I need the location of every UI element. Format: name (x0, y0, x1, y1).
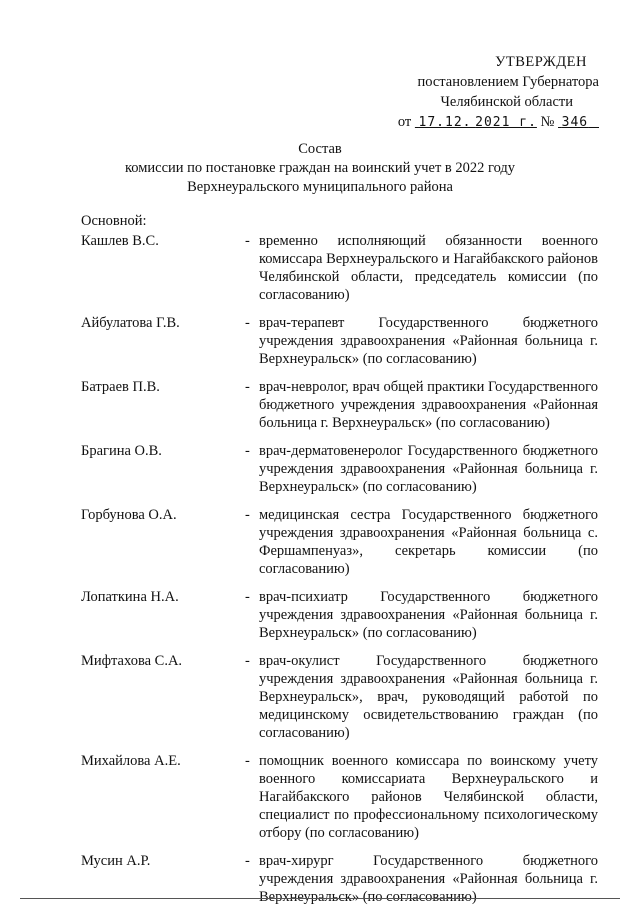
member-name: Айбулатова Г.В. (81, 315, 180, 331)
member-role: врач-психиатр Государственного бюджетного учреждения здравоохранения «Районная больница г. Верхнеуральск» (по согласованию) (259, 589, 598, 641)
member-name: Кашлев В.С. (81, 233, 159, 249)
member-row (81, 588, 598, 642)
number-prefix: № (540, 114, 555, 130)
member-dash: - (245, 379, 250, 395)
approval-line-2: Челябинской области (440, 94, 573, 110)
date-underline (415, 114, 537, 130)
member-row (81, 752, 598, 842)
member-dash: - (245, 507, 250, 523)
number-underline (558, 114, 599, 130)
member-name: Михайлова А.Е. (81, 753, 181, 769)
heading-line-2: комиссии по постановке граждан на воинский учет в 2022 году (124, 160, 516, 176)
member-role: временно исполняющий обязанности военного комиссара Верхнеуральского и Нагайбакского районов Челябинской области, председатель комиссии (по согласованию) (259, 233, 598, 303)
member-dash: - (245, 589, 250, 605)
members-list (81, 232, 598, 916)
member-row (81, 506, 598, 578)
member-name: Горбунова О.А. (81, 507, 177, 523)
member-role: врач-терапевт Государственного бюджетного учреждения здравоохранения «Районная больница г. Верхнеуральск» (по согласованию) (259, 315, 598, 367)
member-row (81, 442, 598, 496)
member-role: врач-хирург Государственного бюджетного учреждения здравоохранения «Районная больница г. Верхнеуральск» (по согласованию) (259, 853, 598, 905)
member-dash: - (245, 315, 250, 331)
section-label: Основной: (81, 213, 147, 229)
page-bottom-divider (20, 898, 620, 899)
member-role: врач-дерматовенеролог Государственного бюджетного учреждения здравоохранения «Районная больница г. Верхнеуральск» (по согласованию) (259, 443, 598, 495)
number-value: 346 (561, 115, 589, 130)
date-value: 17.12. (418, 115, 472, 130)
member-role: врач-окулист Государственного бюджетного учреждения здравоохранения «Районная больница г. Верхнеуральск», врач, руководящий работой по медицинскому освидетельствованию граждан (по согласованию) (259, 653, 598, 741)
approval-date-line (339, 112, 599, 133)
member-row (81, 378, 598, 432)
member-dash: - (245, 853, 250, 869)
member-dash: - (245, 653, 250, 669)
member-dash: - (245, 233, 250, 249)
member-row (81, 314, 598, 368)
member-dash: - (245, 753, 250, 769)
member-name: Батраев П.В. (81, 379, 160, 395)
member-dash: - (245, 443, 250, 459)
approval-line-1: постановлением Губернатора (417, 74, 599, 90)
document-heading (0, 140, 640, 197)
member-name: Мифтахова С.А. (81, 653, 183, 669)
heading-line-3: Верхнеуральского муниципального района (187, 179, 453, 195)
member-name: Мусин А.Р. (81, 853, 151, 869)
member-name: Брагина О.В. (81, 443, 162, 459)
heading-line-1: Состав (298, 141, 342, 157)
member-row (81, 652, 598, 742)
approval-title: УТВЕРЖДЕН (495, 54, 587, 70)
member-role: медицинская сестра Государственного бюджетного учреждения здравоохранения «Районная больница с. Фершампенуаз», секретарь комиссии (по согласованию) (259, 507, 598, 577)
member-role: помощник военного комиссара по воинскому учету военного комиссариата Верхнеуральского и Нагайбакского районов Челябинской области, специалист по профессиональному психологическому отбору (по согласованию) (259, 753, 598, 841)
year-value: 2021 г. (475, 115, 537, 130)
member-row (81, 232, 598, 304)
member-role: врач-невролог, врач общей практики Государственного бюджетного учреждения здравоохранения «Районная больница г. Верхнеуральск» (по согласованию) (259, 379, 598, 431)
date-prefix: от (397, 114, 412, 130)
member-name: Лопаткина Н.А. (81, 589, 179, 605)
approval-stamp (339, 52, 599, 133)
